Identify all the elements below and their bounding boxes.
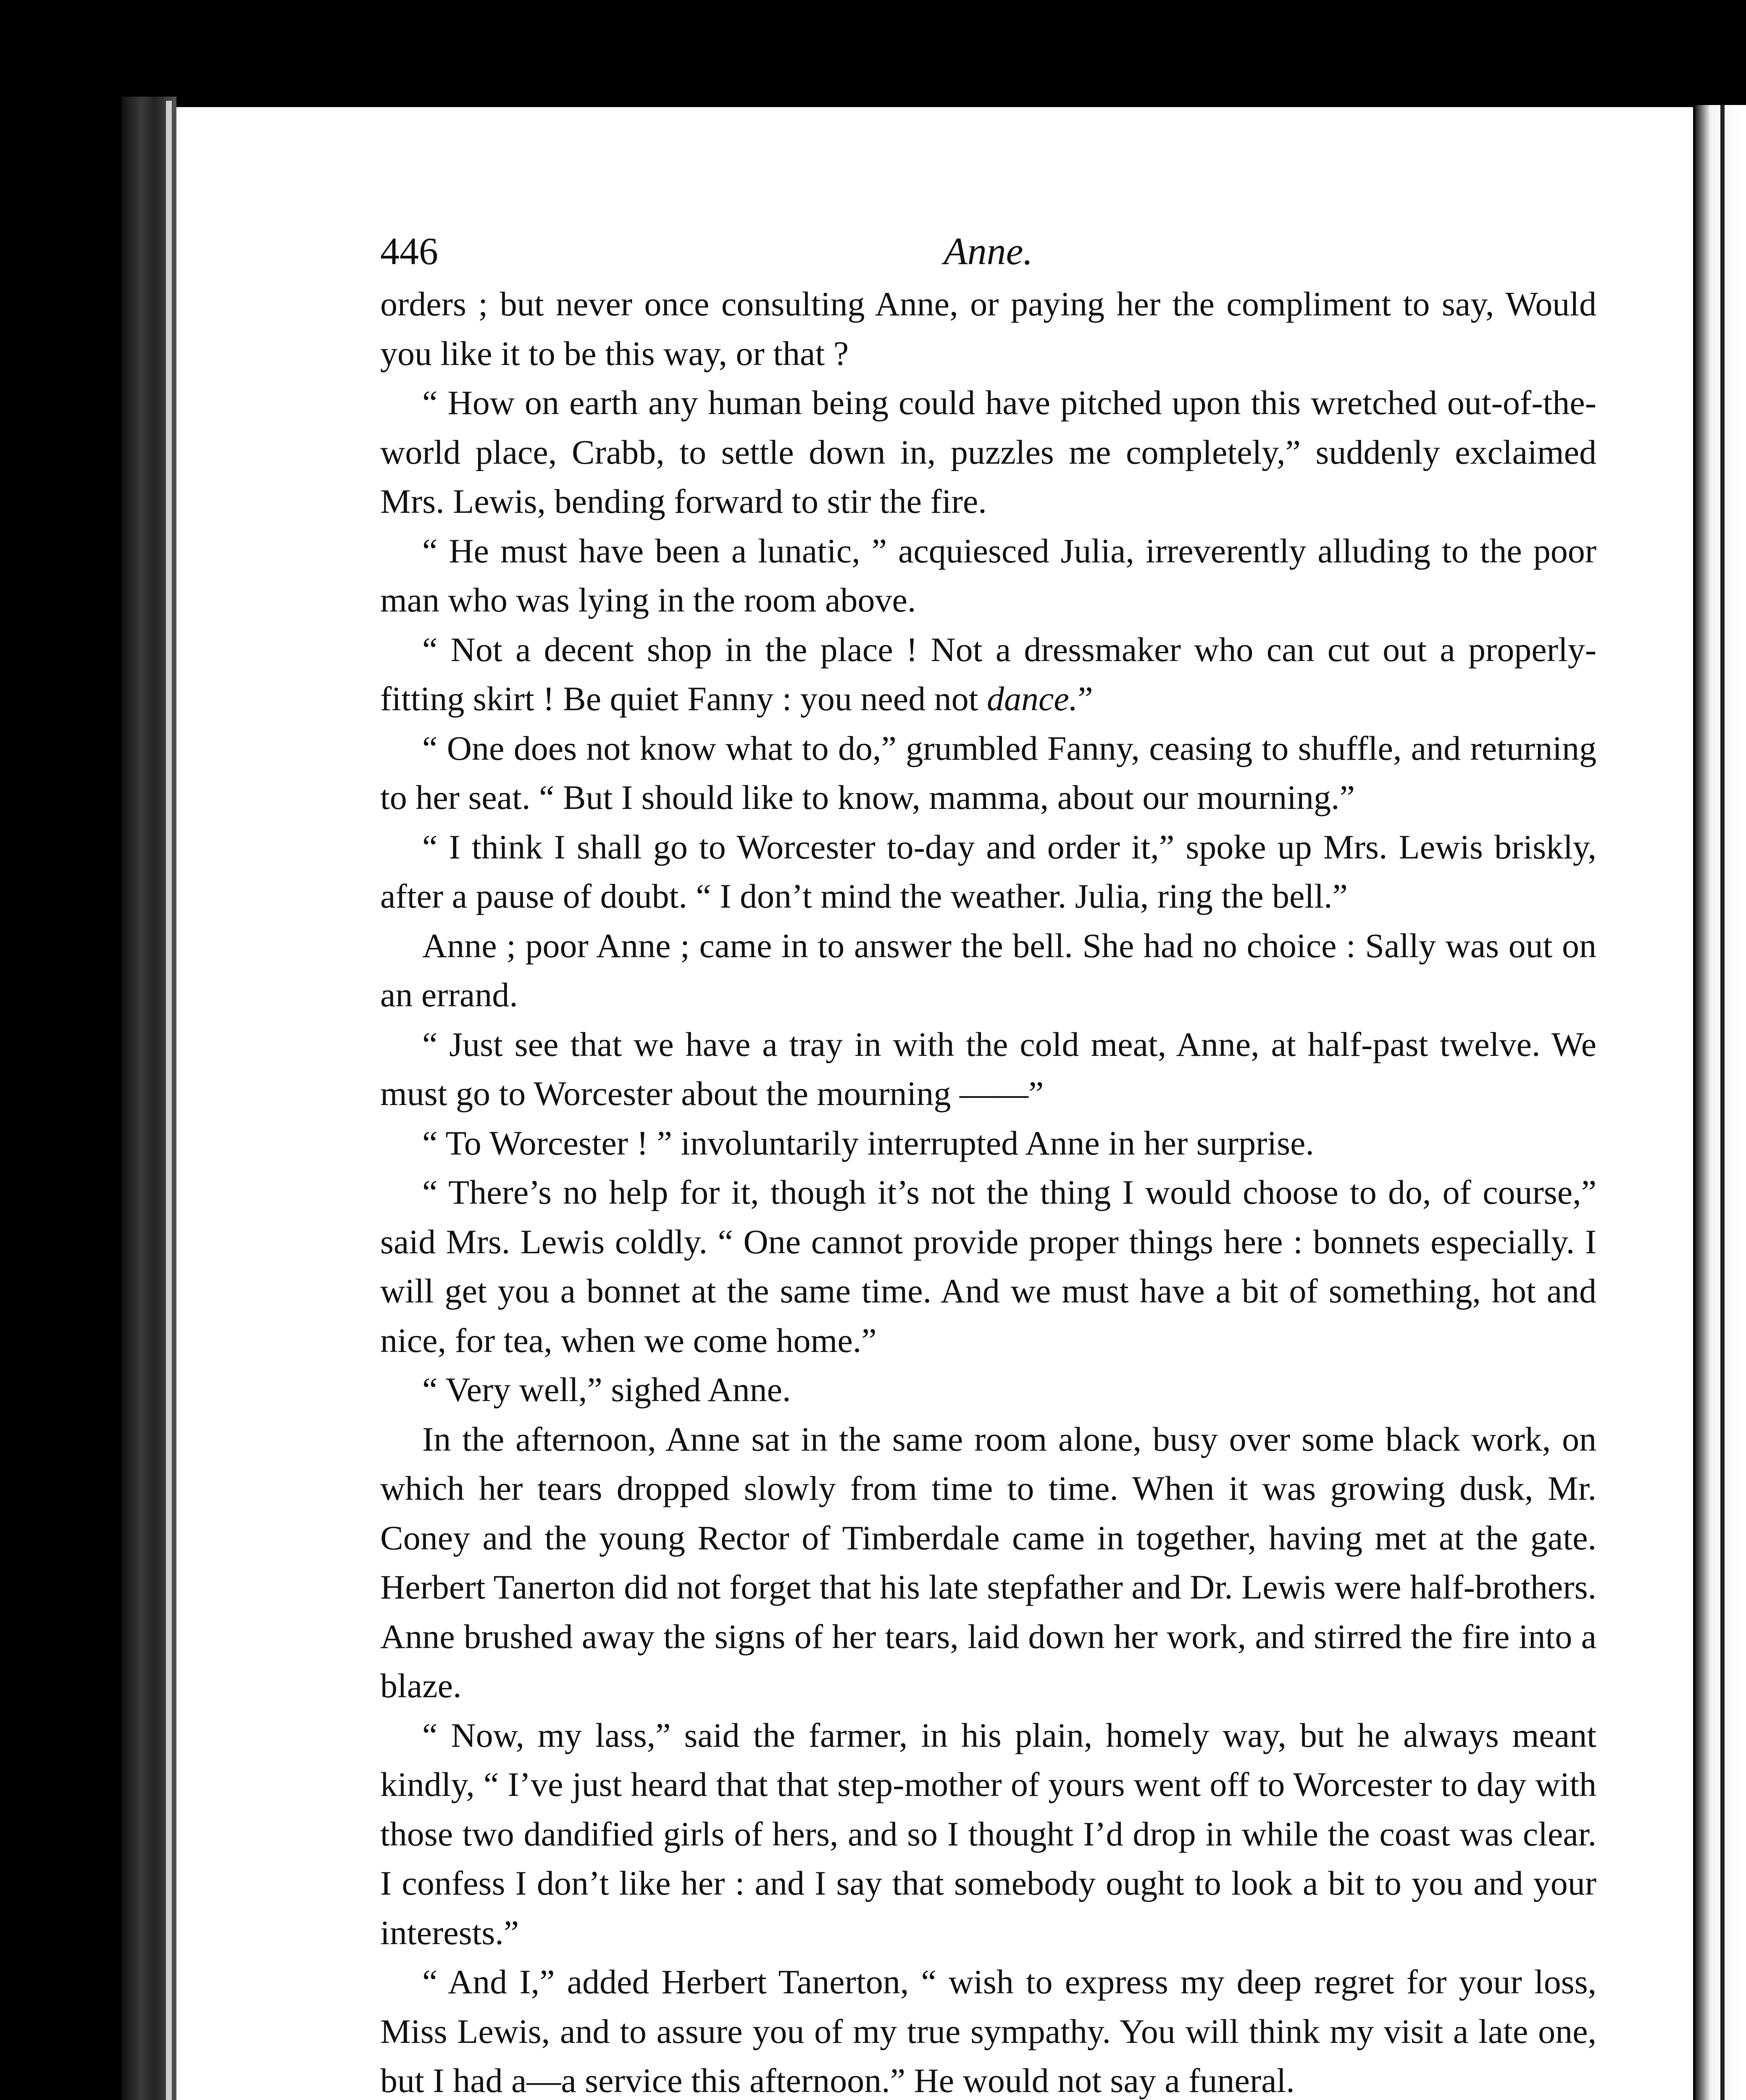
paragraph xyxy=(380,1020,1596,1118)
text-block xyxy=(380,229,1596,2100)
paragraph-text: orders ; but never once consulting Anne, or paying her the compliment to say, Would you like it to be this way, or that ? xyxy=(380,285,1596,373)
emphasized-word: dance. xyxy=(986,680,1078,718)
paragraph xyxy=(380,921,1596,1020)
paragraph xyxy=(380,1415,1596,1711)
paragraph-text: “ To Worcester ! ” involuntarily interrupted Anne in her surprise. xyxy=(422,1124,1314,1162)
paragraph xyxy=(380,1168,1596,1365)
paragraph-text: “ One does not know what to do,” grumbled Fanny, ceasing to shuffle, and returning to her seat. “ But I should like to know, mamma, about our mourning.” xyxy=(380,729,1596,816)
paragraph-text: “ How on earth any human being could have pitched upon this wretched out-of-the-world place, Crabb, to settle down in, puzzles me completely,” suddenly exclaimed Mrs. Lewis, bending forward to stir the fire. xyxy=(380,383,1596,520)
paragraph-text: “ He must have been a lunatic, ” acquiesced Julia, irreverently alluding to the poor man who was lying in the room above. xyxy=(380,531,1596,619)
paragraph xyxy=(380,822,1596,921)
paragraph xyxy=(380,378,1596,526)
opposite-page-shadow xyxy=(1720,105,1725,2100)
paragraph-text: Anne ; poor Anne ; came in to answer the bell. She had no choice : Sally was out on an errand. xyxy=(380,926,1596,1014)
binding-edge-line xyxy=(166,101,172,2100)
paragraph xyxy=(380,625,1596,724)
paragraph xyxy=(380,1957,1596,2100)
paragraph-text: “ There’s no help for it, though it’s not the thing I would choose to do, of course,” said Mrs. Lewis coldly. “ One cannot provide proper things here : bonnets especially. I will get you a bonnet at the same time. And we must have a bit of something, hot and nice, for tea, when we come home.” xyxy=(380,1173,1596,1360)
paragraph-text: “ I think I shall go to Worcester to-day and order it,” spoke up Mrs. Lewis briskly, after a pause of doubt. “ I don’t mind the weather. Julia, ring the bell.” xyxy=(380,827,1596,915)
body-text xyxy=(380,279,1596,2100)
paragraph-text: “ Not a decent shop in the place ! Not a dressmaker who can cut out a properly-fitting skirt ! Be quiet Fanny : you need not xyxy=(380,630,1596,718)
paragraph xyxy=(380,279,1596,378)
paragraph xyxy=(380,526,1596,625)
page-number: 446 xyxy=(380,230,438,273)
paragraph xyxy=(380,1118,1596,1168)
paragraph-text: “ Just see that we have a tray in with the cold meat, Anne, at half-past twelve. We must go to Worcester about the mourning ——” xyxy=(380,1025,1596,1113)
paragraph xyxy=(380,1365,1596,1415)
running-title: Anne. xyxy=(944,230,1033,273)
paragraph-text: “ Very well,” sighed Anne. xyxy=(422,1370,791,1409)
paragraph-text: “ And I,” added Herbert Tanerton, “ wish to express my deep regret for your loss, Miss Lewis, and to assure you of my true sympathy. You will think my visit a late one, but I had a—a service this afternoon.” He would not say a funeral. xyxy=(380,1963,1596,2100)
running-head xyxy=(380,229,1596,279)
paragraph xyxy=(380,724,1596,822)
paragraph-text: “ Now, my lass,” said the farmer, in his plain, homely way, but he always meant kindly, “ I’ve just heard that that step-mother of yours went off to Worcester to day with those two dandified girls of hers, and so I thought I’d drop in while the coast was clear. I confess I don’t like her : and I say that somebody ought to look a bit to you and your interests.” xyxy=(380,1716,1596,1952)
paragraph-text: In the afternoon, Anne sat in the same room alone, busy over some black work, on which her tears dropped slowly from time to time. When it was growing dusk, Mr. Coney and the young Rector of Timberdale came in together, having met at the gate. Herbert Tanerton did not forget that his late stepfather and Dr. Lewis were half-brothers. Anne brushed away the signs of her tears, laid down her work, and stirred the fire into a blaze. xyxy=(380,1420,1596,1705)
paragraph xyxy=(380,1711,1596,1958)
closing-quote: ” xyxy=(1078,680,1093,718)
